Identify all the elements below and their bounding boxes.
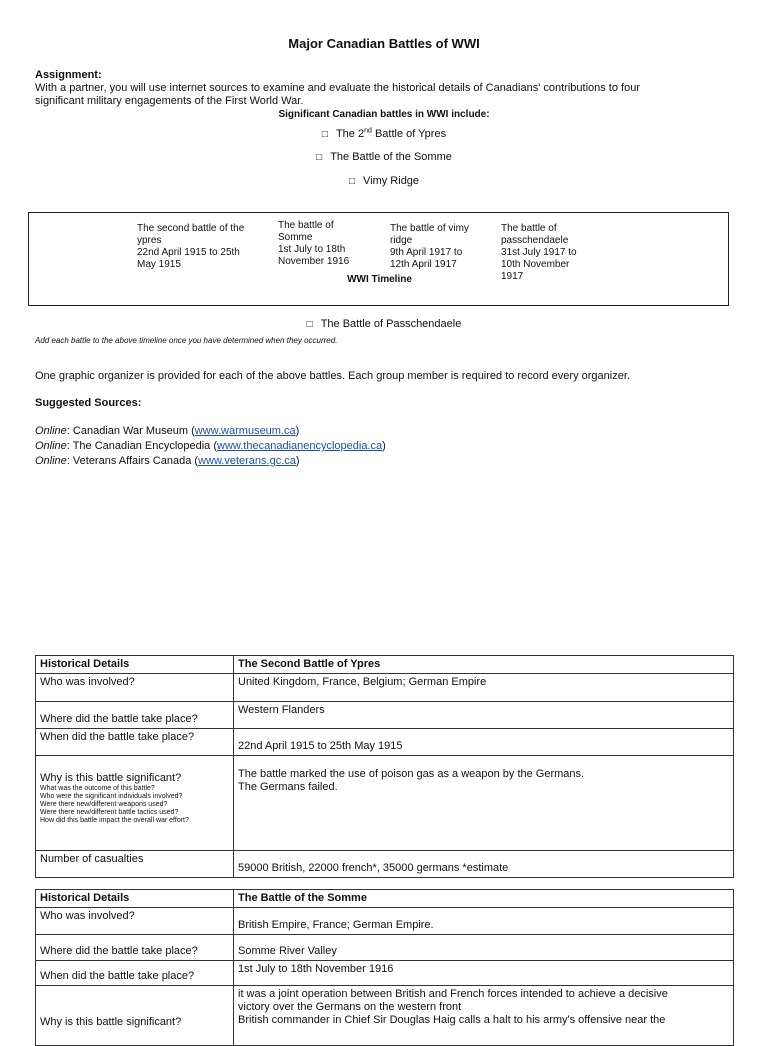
assignment-line-1: With a partner, you will use internet sources to examine and evaluate the historical details of Canadians' contributions to four [35,82,640,94]
battle-title: The Battle of the Somme [234,890,734,908]
where-value: Somme River Valley [234,935,734,961]
timeline-item-passchendaele: The battle of passchendaele 31st July 1917 to 10th November 1917 [501,223,577,282]
encyclopedia-link[interactable]: www.thecanadianencyclopedia.ca [217,440,383,452]
timeline-item-vimy: The battle of vimy ridge 9th April 1917 to 12th April 1917 [390,223,469,270]
casualties-label: Number of casualties [36,851,234,878]
bullet-ypres [0,127,768,140]
bullet-somme-text: The Battle of the Somme [330,151,452,163]
historical-details-label: Historical Details [36,890,234,908]
timeline-title: WWI Timeline [347,274,412,285]
why-label: Why is this battle significant? [40,1016,182,1028]
who-value: British Empire, France; German Empire. [234,908,734,935]
bullet-passchendaele [0,318,768,330]
source-encyclopedia: Online: The Canadian Encyclopedia (www.thecanadianencyclopedia.ca) [35,440,386,452]
timeline-caption: Add each battle to the above timeline once you have determined when they occurred. [35,336,338,345]
checkbox-icon: □ [348,176,355,187]
why-cell [36,756,234,851]
why-sub-individuals: Who were the significant individuals involved? [40,793,183,800]
assignment-heading: Assignment: [35,69,102,81]
wwi-timeline [28,212,729,306]
checkbox-icon: □ [306,319,313,330]
where-label: Where did the battle take place? [36,935,234,961]
organizer-table-somme [35,889,734,1046]
who-label: Who was involved? [36,908,234,935]
why-cell [36,986,234,1046]
when-label: When did the battle take place? [36,961,234,986]
organizer-note: One graphic organizer is provided for each of the above battles. Each group member is required to record every organizer. [35,370,630,382]
source-warmuseum: Online: Canadian War Museum (www.warmuseum.ca) [35,425,300,437]
why-value: The battle marked the use of poison gas as a weapon by the Germans. The Germans failed. [234,756,734,851]
checkbox-icon: □ [321,128,328,140]
bullet-somme [0,151,768,163]
source-veterans: Online: Veterans Affairs Canada (www.veterans.gc.ca) [35,455,300,467]
where-label: Where did the battle take place? [36,702,234,729]
veterans-link[interactable]: www.veterans.gc.ca [198,455,296,467]
who-label: Who was involved? [36,674,234,702]
why-label: Why is this battle significant? [40,772,182,784]
sources-heading: Suggested Sources: [35,397,142,409]
warmuseum-link[interactable]: www.warmuseum.ca [194,425,296,437]
timeline-item-somme: The battle of Somme 1st July to 18th November 1916 [278,220,350,267]
organizer-table-ypres [35,655,734,878]
when-label: When did the battle take place? [36,729,234,756]
document-title: Major Canadian Battles of WWI [288,36,480,51]
checkbox-icon: □ [316,152,323,163]
battles-heading: Significant Canadian battles in WWI include: [278,109,490,120]
timeline-item-ypres: The second battle of the ypres 22nd April 1915 to 25th May 1915 [137,223,245,270]
battle-title: The Second Battle of Ypres [234,656,734,674]
why-value: it was a joint operation between British and French forces intended to achieve a decisive victory over the Germans on the western front British commander in Chief Sir Douglas Haig calls a halt to his army's offensive near the [234,986,734,1046]
where-value: Western Flanders [234,702,734,729]
bullet-passchendaele-text: The Battle of Passchendaele [320,318,462,330]
when-value: 22nd April 1915 to 25th May 1915 [234,729,734,756]
who-value: United Kingdom, France, Belgium; German Empire [234,674,734,702]
assignment-line-2: significant military engagements of the First World War. [35,95,304,107]
why-sub-weapons: Were there new/different weapons used? [40,801,168,808]
why-sub-tactics: Were there new/different battle tactics used? [40,809,179,816]
bullet-vimy [0,175,768,187]
historical-details-label: Historical Details [36,656,234,674]
when-value: 1st July to 18th November 1916 [234,961,734,986]
bullet-ypres-text: The 2nd Battle of Ypres [335,127,447,140]
why-sub-outcome: What was the outcome of this battle? [40,785,155,792]
casualties-value: 59000 British, 22000 french*, 35000 germans *estimate [234,851,734,878]
why-sub-impact: How did this battle impact the overall war effort? [40,817,189,824]
bullet-vimy-text: Vimy Ridge [363,175,420,187]
